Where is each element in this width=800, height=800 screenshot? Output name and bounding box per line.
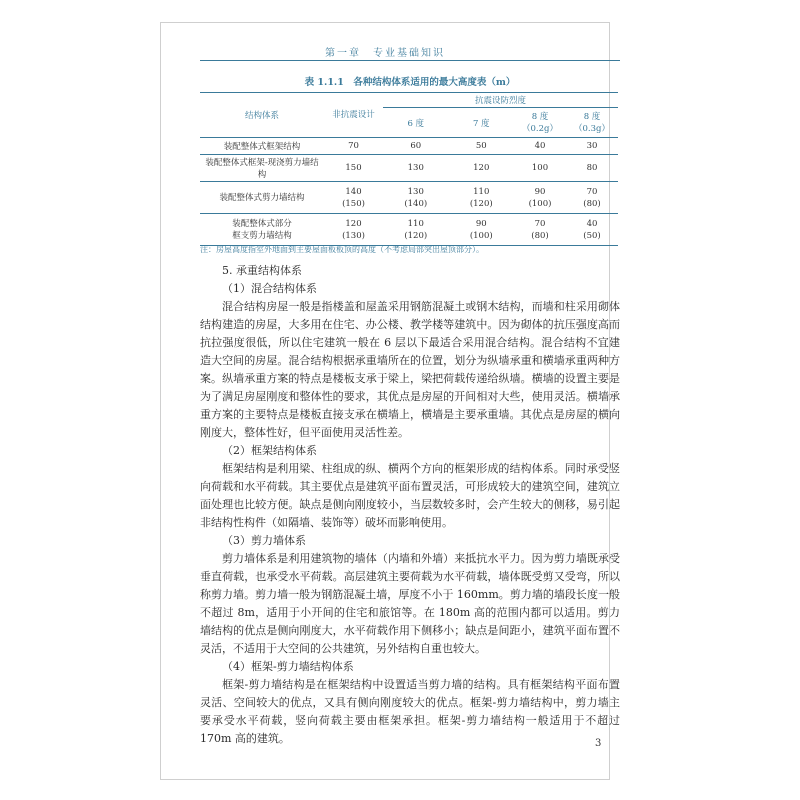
row-name: 装配整体式部分 框支剪力墙结构 [200,214,324,246]
section-heading: 5. 承重结构体系 [222,264,302,277]
subsection-heading: （2）框架结构体系 [222,444,317,457]
cell: 70 (80) [566,182,618,214]
cell: 50 [449,138,515,155]
cell: 120 [449,155,515,182]
subsection-heading: （4）框架-剪力墙结构体系 [222,660,354,673]
running-head: 第一章 专业基础知识 [325,48,445,59]
cell: 90 (100) [449,214,515,246]
cell: 40 (50) [566,214,618,246]
table-title: 表 1.1.1 各种结构体系适用的最大高度表（m） [304,77,516,88]
header-deg8b: 8 度（0.3g） [574,111,610,134]
cell: 130 [383,155,449,182]
cell: 90 (100) [514,182,566,214]
cell: 40 [514,138,566,155]
cell: 30 [566,138,618,155]
paragraph: 框架结构是利用梁、柱组成的纵、横两个方向的框架形成的结构体系。同时承受竖向荷载和水平荷载。其主要优点是建筑平面布置灵活，可形成较大的建筑空间，建筑立面处理也比较方便。缺点是侧向刚度较小，当层数较多时，会产生较大的侧移，易引起非结构性构件（如隔墙、装饰等）破坏而影响使用。 [200,462,620,529]
header-structure: 结构体系 [200,93,324,138]
header-seismic-group: 抗震设防烈度 [383,93,618,108]
header-rule [200,60,620,61]
cell: 60 [383,138,449,155]
cell: 80 [566,155,618,182]
subsection-heading: （3）剪力墙体系 [222,534,306,547]
paragraph: 混合结构房屋一般是指楼盖和屋盖采用钢筋混凝土或钢木结构，而墙和柱采用砌体结构建造的房屋，大多用在住宅、办公楼、教学楼等建筑中。因为砌体的抗压强度高而抗拉强度很低，所以住宅建筑一般在 6 层以下最适合采用混合结构。混合结构不宜建造大空间的房屋。混合结构根据承重墙所在的位置，划分为纵墙承重和横墙承重两种方案。纵墙承重方案的特点是楼板支承于梁上，梁把荷载传递给纵墙。横墙的设置主要是为了满足房屋刚度和整体性的要求，其优点是房屋的开间相对大些，使用灵活。横墙承重方案的主要特点是楼板直接支承在横墙上，横墙是主要承重墙。其优点是房屋的横向刚度大，整体性好，但平面使用灵活性差。 [200,300,620,439]
cell: 140 (150) [324,182,383,214]
cell: 70 [324,138,383,155]
row-name: 装配整体式剪力墙结构 [200,182,324,214]
height-limits-table [200,92,618,246]
cell: 120 (130) [324,214,383,246]
header-deg6: 6 度 [407,118,425,129]
cell: 110 (120) [383,214,449,246]
cell: 130 (140) [383,182,449,214]
header-deg7: 7 度 [472,118,490,129]
page-number: 3 [595,738,602,749]
cell: 150 [324,155,383,182]
cell: 110 (120) [449,182,515,214]
cell: 100 [514,155,566,182]
subsection-heading: （1）混合结构体系 [222,282,317,295]
row-name: 装配整体式框架结构 [200,138,324,155]
paragraph: 框架-剪力墙结构是在框架结构中设置适当剪力墙的结构。具有框架结构平面布置灵活、空间较大的优点，又具有侧向刚度较大的优点。框架-剪力墙结构中，剪力墙主要承受水平荷载，竖向荷载主要由框架承担。框架-剪力墙结构一般适用于不超过 170m 高的建筑。 [200,678,620,745]
body-text [200,262,620,748]
cell: 70 (80) [514,214,566,246]
row-name: 装配整体式框架-现浇剪力墙结构 [200,155,324,182]
table-note: 注：房屋高度指室外地面到主要屋面板板顶的高度（不考虑局部突出屋顶部分）。 [200,245,484,254]
header-deg8a: 8 度（0.2g） [522,111,558,134]
header-non-seismic: 非抗震设计 [324,93,383,138]
paragraph: 剪力墙体系是利用建筑物的墙体（内墙和外墙）来抵抗水平力。因为剪力墙既承受垂直荷载，也承受水平荷载。高层建筑主要荷载为水平荷载，墙体既受剪又受弯，所以称剪力墙。剪力墙一般为钢筋混凝土墙，厚度不小于 160mm。剪力墙的墙段长度一般不超过 8m，适用于小开间的住宅和旅馆等。在 180m 高的范围内都可以适用。剪力墙结构的优点是侧向刚度大，水平荷载作用下侧移小；缺点是间距小，建筑平面布置不灵活，不适用于大空间的公共建筑，另外结构自重也较大。 [200,552,620,655]
